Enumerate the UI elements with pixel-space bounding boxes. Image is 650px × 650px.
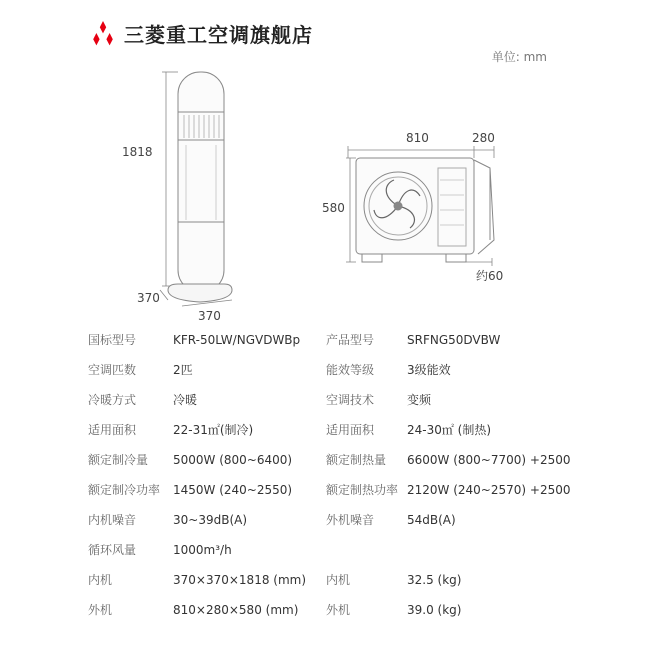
- store-name: 三菱重工空调旗舰店: [124, 22, 313, 47]
- spec-value: 6600W (800~7700) +2500: [407, 453, 571, 467]
- spec-label: 适用面积: [88, 423, 137, 437]
- spec-value: 32.5 (kg): [407, 573, 462, 587]
- spec-label: 外机: [326, 603, 351, 617]
- spec-value: 2120W (240~2570) +2500: [407, 483, 571, 497]
- spec-value: 冷暖: [173, 393, 198, 407]
- spec-row: [88, 445, 571, 475]
- spec-label: 额定制冷功率: [88, 483, 161, 497]
- spec-value: 1000m³/h: [173, 543, 232, 557]
- spec-row: [88, 415, 568, 445]
- spec-value: 3级能效: [407, 363, 451, 377]
- spec-table: [88, 325, 571, 625]
- outdoor-width-label: 810: [406, 131, 429, 145]
- spec-value: 370×370×1818 (mm): [173, 573, 307, 587]
- outdoor-depth-label: 280: [472, 131, 495, 145]
- spec-label: 内机噪音: [88, 513, 137, 527]
- unit-label: 单位: mm: [491, 50, 547, 64]
- spec-value: 810×280×580 (mm): [173, 603, 299, 617]
- spec-label: 内机: [326, 573, 351, 587]
- spec-value: 1450W (240~2550): [173, 483, 293, 497]
- spec-label: 国标型号: [88, 333, 137, 347]
- spec-label: 外机噪音: [326, 513, 375, 527]
- spec-label: 空调匹数: [88, 363, 137, 377]
- spec-value: 2匹: [173, 363, 193, 377]
- outdoor-height-label: 580: [322, 201, 345, 215]
- spec-label: 循环风量: [88, 543, 137, 557]
- spec-value: 24-30㎡ (制热): [407, 423, 492, 437]
- spec-row: [88, 505, 568, 535]
- spec-label: 外机: [88, 603, 113, 617]
- spec-label: 内机: [88, 573, 113, 587]
- spec-row: [88, 355, 568, 385]
- spec-value: 54dB(A): [407, 513, 456, 527]
- indoor-depth-label: 370: [137, 291, 160, 305]
- spec-label: 额定制热功率: [326, 483, 399, 497]
- indoor-height-label: 1818: [122, 145, 153, 159]
- spec-row: [88, 475, 571, 505]
- spec-value: 30~39dB(A): [173, 513, 248, 527]
- spec-label: 额定制热量: [326, 453, 387, 467]
- spec-value: SRFNG50DVBW: [407, 333, 501, 347]
- spec-value: 5000W (800~6400): [173, 453, 293, 467]
- spec-value: 39.0 (kg): [407, 603, 462, 617]
- spec-label: 冷暖方式: [88, 393, 137, 407]
- spec-row: [88, 535, 568, 565]
- spec-label: 适用面积: [326, 423, 375, 437]
- spec-row: [88, 565, 568, 595]
- spec-label: 能效等级: [326, 363, 375, 377]
- spec-value: KFR-50LW/NGVDWBp: [173, 333, 301, 347]
- spec-row: [88, 385, 568, 415]
- indoor-unit-drawing: [168, 72, 232, 302]
- spec-row: [88, 325, 568, 355]
- outdoor-foot-label: 约60: [476, 269, 504, 283]
- spec-value: 变频: [407, 393, 432, 407]
- spec-label: 产品型号: [326, 333, 375, 347]
- outdoor-unit-drawing: [356, 158, 494, 262]
- spec-row: [88, 595, 568, 625]
- spec-label: 空调技术: [326, 393, 375, 407]
- spec-label: 额定制冷量: [88, 453, 149, 467]
- indoor-width-label: 370: [198, 309, 221, 323]
- spec-value: 22-31㎡(制冷): [173, 423, 254, 437]
